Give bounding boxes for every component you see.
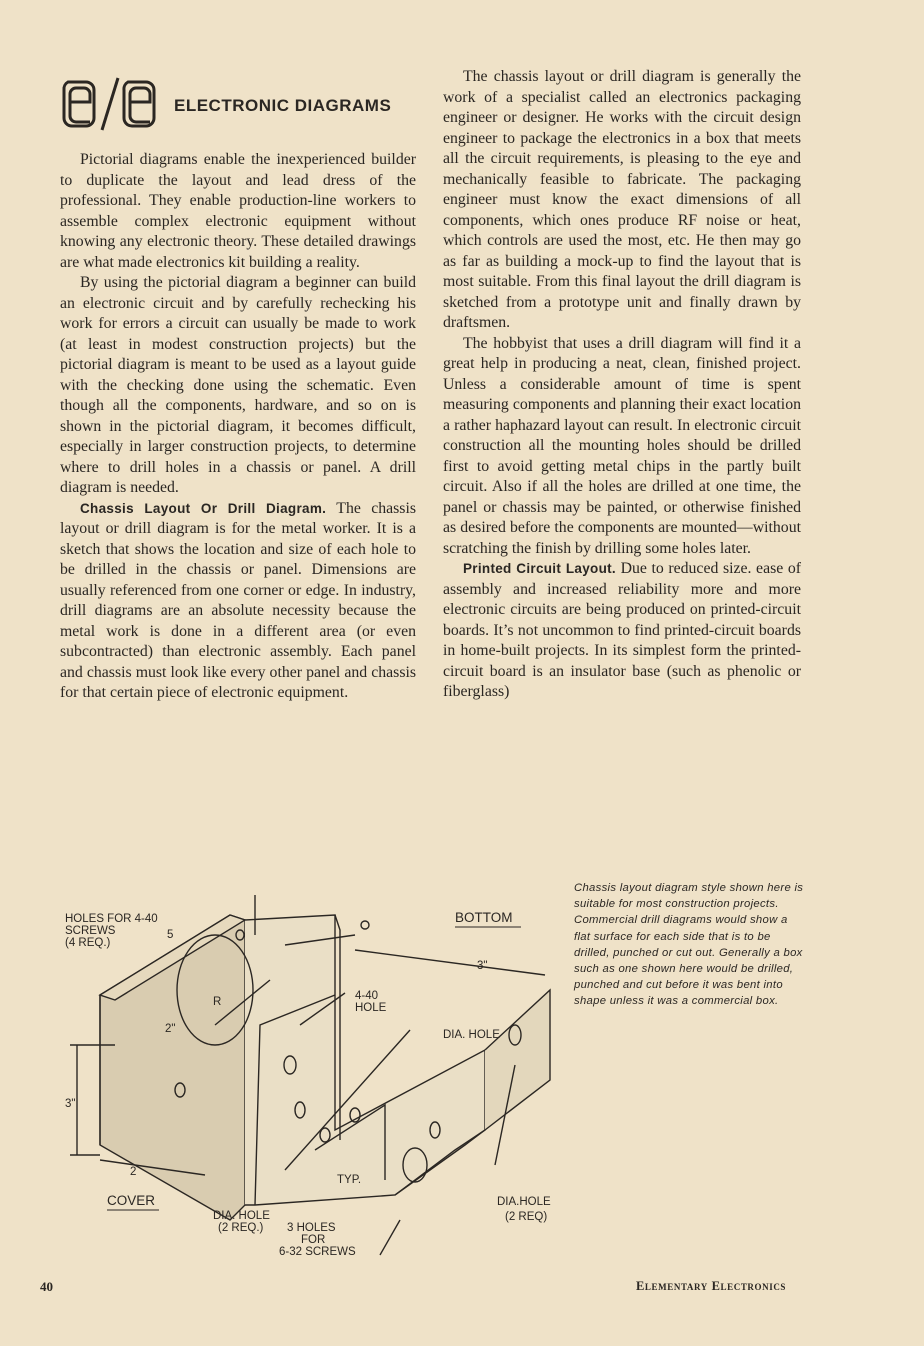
- article-title: ELECTRONIC DIAGRAMS: [174, 96, 392, 115]
- dim-5: 5: [167, 929, 174, 941]
- page-number: 40: [40, 1279, 53, 1294]
- label-dia-hole-left-2: (2 REQ.): [218, 1222, 264, 1234]
- run-in-heading: Printed Circuit Layout.: [463, 561, 616, 576]
- label-632-screws: 6-32 SCREWS: [279, 1246, 356, 1258]
- dim-3in: 3": [65, 1098, 76, 1110]
- dim-2b: 2: [130, 1166, 137, 1178]
- label-dia-hole-right-2: (2 REQ): [505, 1211, 548, 1223]
- run-in-heading: Chassis Layout Or Drill Diagram.: [80, 500, 327, 516]
- paragraph: [443, 559, 801, 703]
- chassis-drill-diagram: [55, 875, 565, 1270]
- figure-caption: Chassis layout diagram style shown here is suitable for most construction projects. Commercial drill diagrams would show a flat surface for each side that is to be drilled, punched or cut out. Generally a box such as one shown here would be drilled, punched and cut before it was bent into shape unless it was a commercial box.: [574, 882, 804, 1008]
- paragraph: [60, 499, 416, 704]
- left-column: [60, 150, 416, 704]
- label-typ: TYP.: [337, 1174, 362, 1186]
- label-440: 4-40: [355, 990, 379, 1002]
- label-for: FOR: [301, 1234, 326, 1246]
- right-column: [443, 67, 801, 703]
- paragraph-body: Due to reduced size. ease of assembly and increased reliability more and more electronic circuits are being produced on printed-circuit boards. It’s not uncommon to find printed-circuit boards in home-built projects. In its simplest form the printed-circuit board is an insulator base (such as phenolic or fiberglass): [443, 560, 801, 700]
- paragraph: By using the pictorial diagram a beginner can build an electronic circuit and by carefully rechecking his work for errors a circuit can usually be made to work (at least in modest construction projects) but the pictorial diagram is meant to be used as a layout guide with the checking done using the schematic. Even though all the components, hardware, and so on is shown in the pictorial diagram, it becomes difficult, especially in larger construction projects, to determine where to drill holes in a chassis or panel. A drill diagram is needed.: [60, 274, 416, 496]
- magazine-title: Elementary Electronics: [636, 1279, 787, 1293]
- label-hole: HOLE: [355, 1002, 387, 1014]
- label-cover: COVER: [107, 1193, 156, 1208]
- label-bottom: BOTTOM: [455, 910, 513, 925]
- label-holes-1: HOLES FOR 4-40: [65, 913, 158, 925]
- paragraph: The hobbyist that uses a drill diagram will find it a great help in producing a neat, clean, finished project. Unless a considerable amount of time is spent measuring components and planning their exact location a rather haphazard layout can result. In electronic circuit construction all the mounting holes should be drilled first to avoid getting metal chips in the partly built circuit. Also if all the holes are drilled at one time, the panel or chassis may be painted, or otherwise finished as desired before the components are mounted—without scratching the finish by drilling some holes later.: [443, 334, 801, 557]
- label-3-holes: 3 HOLES: [287, 1222, 336, 1234]
- paragraph: Pictorial diagrams enable the inexperienced builder to duplicate the layout and lead dress of the professional. They enable production-line workers to assemble complex electronic equipment without knowing any electronic theory. These detailed drawings are what made electronics kit building a reality.: [60, 151, 416, 271]
- paragraph-body: The chassis layout or drill diagram is for the metal worker. It is a sketch that shows the location and size of each hole to be drilled in the chassis or panel. Dimensions are usually referenced from one corner or edge. In industry, drill diagrams are an absolute necessity because the metal work is done in a different area (or even subcontracted) than electronic assembly. Each panel and chassis must look like every other panel and chassis for that certain piece of electronic equipment.: [60, 499, 416, 701]
- paragraph: The chassis layout or drill diagram is generally the work of a specialist called an electronics packaging engineer or designer. He works with the circuit design engineer to package the electronics in a box that meets all the circuit requirements, is pleasing to the eye and mechanically feasible to fabricate. The packaging engineer must know the exact dimensions of all components, which ones produce RF noise or heat, which controls are used the most, etc. He then may go as far as building a mock-up to find the layout that is most suitable. From this final layout the drill diagram is sketched from a prototype unit and finally drawn by draftsmen.: [443, 68, 801, 331]
- dim-3in-right: 3": [477, 960, 488, 972]
- label-radius: R: [213, 996, 222, 1008]
- label-dia-hole-right-1: DIA.HOLE: [497, 1196, 551, 1208]
- dim-2in: 2": [165, 1023, 176, 1035]
- label-dia-hole-left-1: DIA. HOLE: [213, 1210, 270, 1222]
- label-holes-3: (4 REQ.): [65, 937, 111, 949]
- label-916-dia-hole: DIA. HOLE: [443, 1029, 500, 1041]
- ee-logo: [56, 74, 172, 134]
- label-holes-2: SCREWS: [65, 925, 116, 937]
